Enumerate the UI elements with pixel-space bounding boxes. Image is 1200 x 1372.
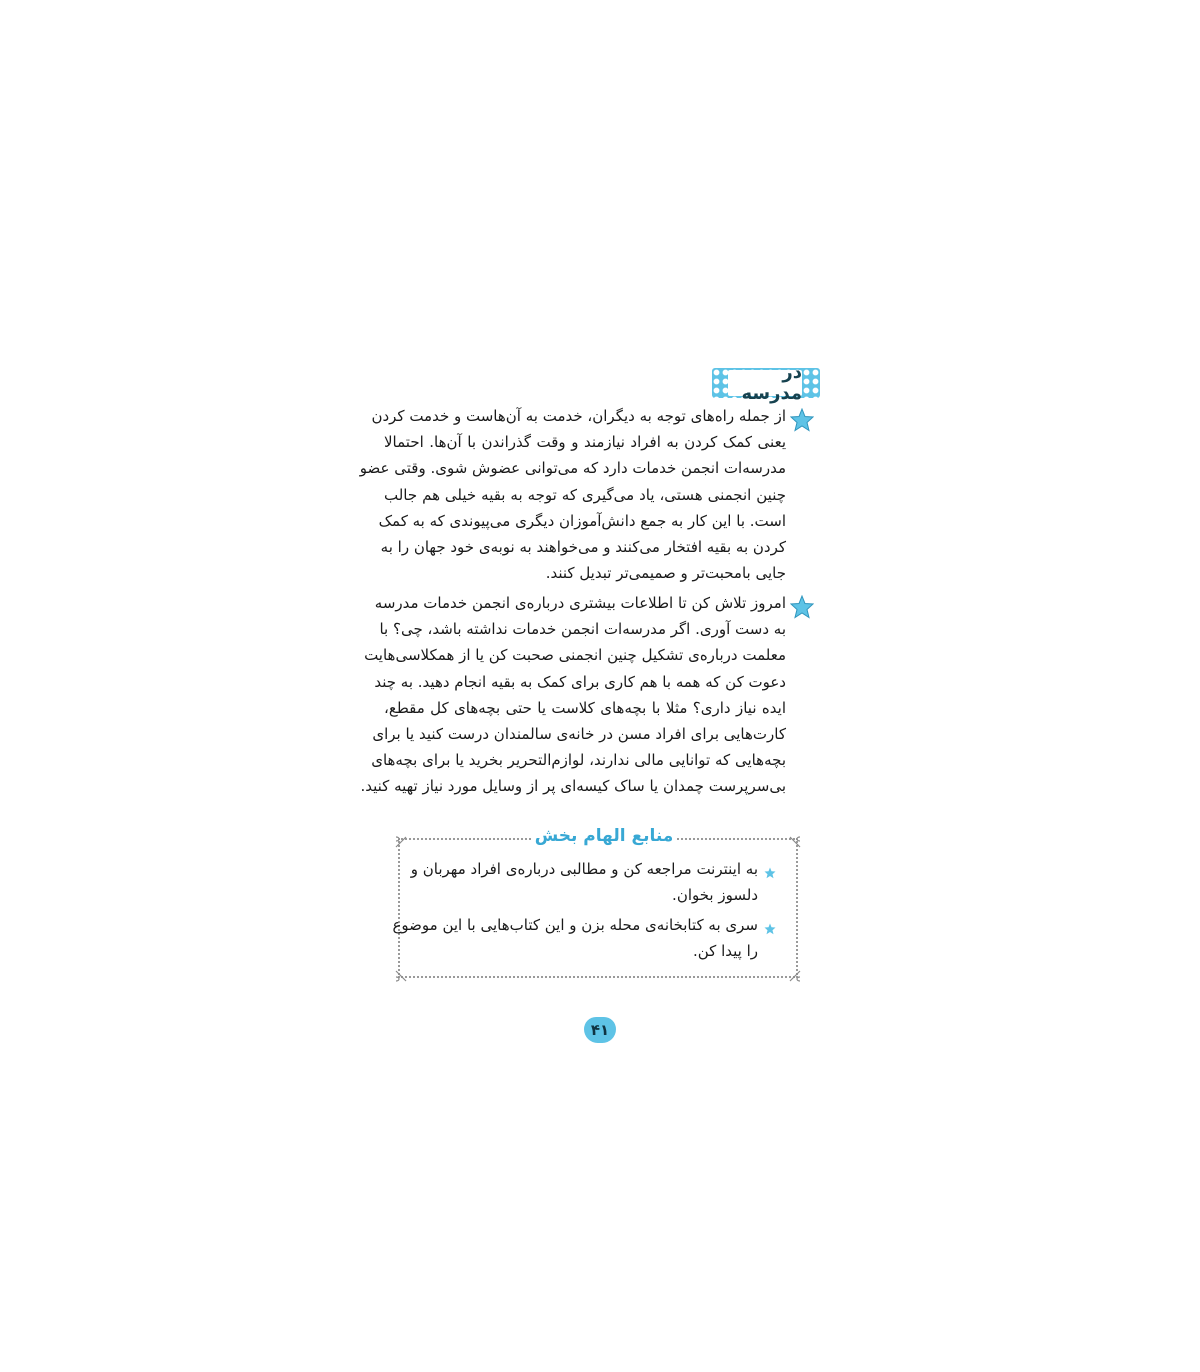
inspiration-item <box>392 912 758 964</box>
text-line: ایده نیاز داری؟ مثلا با بچه‌های کلاست یا حتی بچه‌های کل مقطع، <box>384 698 786 717</box>
text-line: کارت‌هایی برای افراد مسن در خانه‌ی سالمندان درست کنید یا برای <box>372 725 786 744</box>
text-line: سری به کتابخانه‌ی محله بزن و این کتاب‌هایی با این موضوع <box>392 916 758 934</box>
text-line: از جمله راه‌های توجه به دیگران، خدمت به آن‌هاست و خدمت کردن <box>371 407 786 425</box>
paragraph-service <box>359 403 786 586</box>
small-star-bullet-icon <box>764 920 776 932</box>
text-line: به اینترنت مراجعه کن و مطالبی درباره‌ی افراد مهربان و <box>410 860 758 878</box>
corner-ornament-icon <box>394 834 408 848</box>
page-number-badge: ۴۱ <box>584 1017 616 1043</box>
text-line: امروز تلاش کن تا اطلاعات بیشتری درباره‌ی انجمن خدمات مدرسه <box>374 594 786 612</box>
section-title: در مدرسه <box>728 370 802 396</box>
text-line: مدرسه‌ات انجمن خدمات دارد که می‌توانی عضوش شوی. وقتی عضو <box>359 459 786 478</box>
inspiration-title: منابع الهام بخش <box>532 823 676 849</box>
text-line: بچه‌هایی که توانایی مالی ندارند، لوازم‌التحریر بخرید یا برای بچه‌های <box>371 751 786 770</box>
corner-ornament-icon <box>788 834 802 848</box>
inspiration-item <box>410 856 758 908</box>
paragraph-today <box>360 590 786 800</box>
corner-ornament-icon <box>788 968 802 982</box>
text-line: کردن به بقیه افتخار می‌کنند و می‌خواهند به نوبه‌ی خود جهان را به <box>380 538 786 557</box>
text-line: دلسوز بخوان. <box>672 886 758 904</box>
star-bullet-icon <box>790 595 814 619</box>
corner-ornament-icon <box>394 968 408 982</box>
text-line: یعنی کمک کردن به افراد نیازمند و وقت گذراندن با آن‌ها. احتمالا <box>384 433 786 452</box>
text-line: است. با این کار به جمع دانش‌آموزان دیگری می‌پیوندی که به کمک <box>378 511 786 530</box>
small-star-bullet-icon <box>764 864 776 876</box>
text-line: را پیدا کن. <box>692 942 758 960</box>
section-header <box>712 362 820 404</box>
star-bullet-icon <box>790 408 814 432</box>
text-line: معلمت درباره‌ی تشکیل چنین انجمنی صحبت کن یا از همکلاسی‌هایت <box>364 646 786 665</box>
text-line: چنین انجمنی هستی، یاد می‌گیری که توجه به بقیه خیلی هم جالب <box>384 485 786 504</box>
text-line: دعوت کن که همه با هم کاری برای کمک به بقیه انجام دهید. به چند <box>374 672 786 691</box>
text-line: به دست آوری. اگر مدرسه‌ات انجمن خدمات نداشته باشد، چی؟ با <box>379 620 786 639</box>
text-line: بی‌سرپرست چمدان یا ساک کیسه‌ای پر از وسایل مورد نیاز تهیه کنید. <box>360 777 786 796</box>
text-line: جایی بامحبت‌تر و صمیمی‌تر تبدیل کنند. <box>545 564 786 583</box>
